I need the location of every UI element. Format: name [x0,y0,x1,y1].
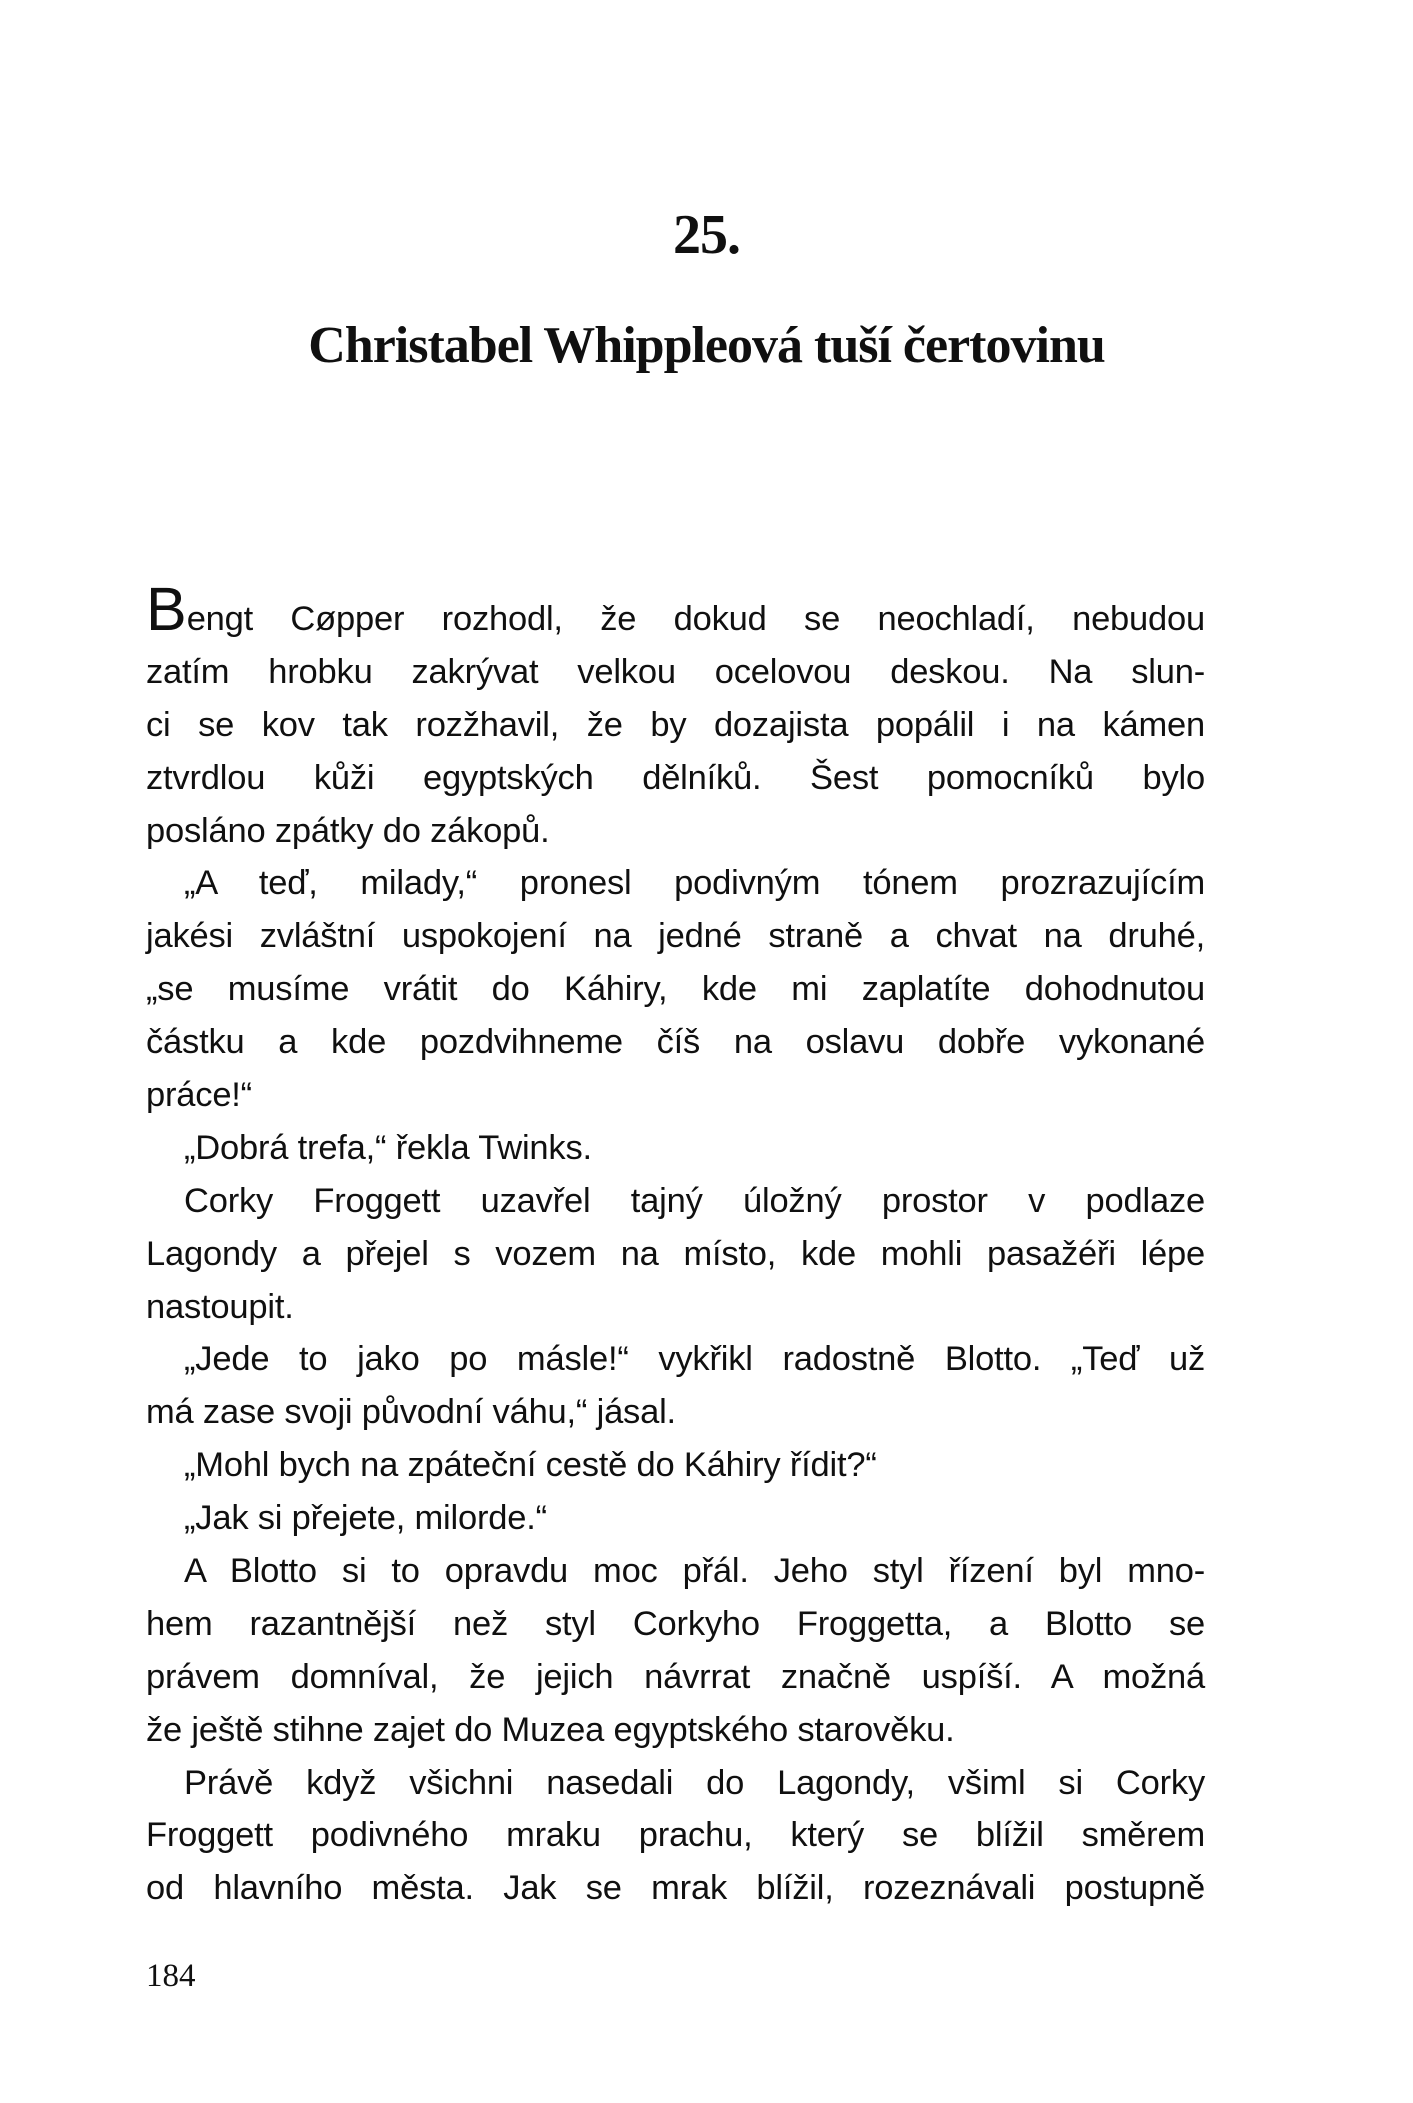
chapter-number: 25. [673,204,740,266]
text-line: jakési zvláštní uspokojení na jedné straně a chvat na druhé, [146,917,1205,956]
text-line: práce!“ [146,1076,252,1115]
text-line: A Blotto si to opravdu moc přál. Jeho styl řízení byl mno- [184,1552,1205,1591]
body-text [146,575,1205,1915]
text-line: „Mohl bych na zpáteční cestě do Káhiry řídit?“ [184,1446,877,1485]
paragraph [146,857,1205,1121]
text-line: částku a kde pozdvihneme číš na oslavu dobře vykonané [146,1023,1205,1062]
text-line: že ještě stihne zajet do Muzea egyptského starověku. [146,1710,955,1749]
text-line: posláno zpátky do zákopů. [146,811,550,850]
paragraph [146,1757,1205,1916]
chapter-title: Christabel Whippleová tuší čertovinu [308,317,1105,374]
text-line: ztvrdlou kůži egyptských dělníků. Šest pomocníků bylo [146,758,1205,797]
text-line: Lagondy a přejel s vozem na místo, kde mohli pasažéři lépe [146,1234,1205,1273]
text-line: má zase svoji původní váhu,“ jásal. [146,1393,676,1432]
text-line: ci se kov tak rozžhavil, že by dozajista popálil i na kámen [146,705,1205,744]
text-line: „Dobrá trefa,“ řekla Twinks. [184,1128,592,1167]
paragraph [146,1492,1205,1545]
text-line: Corky Froggett uzavřel tajný úložný prostor v podlaze [184,1181,1205,1220]
text-line: „Jede to jako po másle!“ vykřikl radostně Blotto. „Teď už [184,1340,1205,1379]
text-line: Bengt Cøpper rozhodl, že dokud se neochladí, nebudou [146,575,1205,643]
text-line: zatím hrobku zakrývat velkou ocelovou deskou. Na slun- [146,652,1205,691]
text-line: právem domníval, že jejich návrrat značně uspíší. A možná [146,1657,1205,1696]
text-line: Právě když všichni nasedali do Lagondy, všiml si Corky [184,1763,1205,1802]
paragraph [146,1333,1205,1439]
paragraph [146,1545,1205,1757]
paragraph [146,1439,1205,1492]
paragraph [146,1175,1205,1334]
text-line: hem razantnější než styl Corkyho Froggetta, a Blotto se [146,1604,1205,1643]
text-line: „se musíme vrátit do Káhiry, kde mi zaplatíte dohodnutou [146,970,1205,1009]
text-line: „Jak si přejete, milorde.“ [184,1499,547,1538]
paragraph [146,1122,1205,1175]
page-number: 184 [146,1958,196,1994]
text-line: nastoupit. [146,1287,294,1326]
paragraph [146,575,1205,857]
text-line: Froggett podivného mraku prachu, který se blížil směrem [146,1816,1205,1855]
text-line: od hlavního města. Jak se mrak blížil, rozeznávali postupně [146,1869,1205,1908]
drop-cap: B [146,575,187,643]
text-line: „A teď, milady,“ pronesl podivným tónem prozrazujícím [184,864,1205,903]
